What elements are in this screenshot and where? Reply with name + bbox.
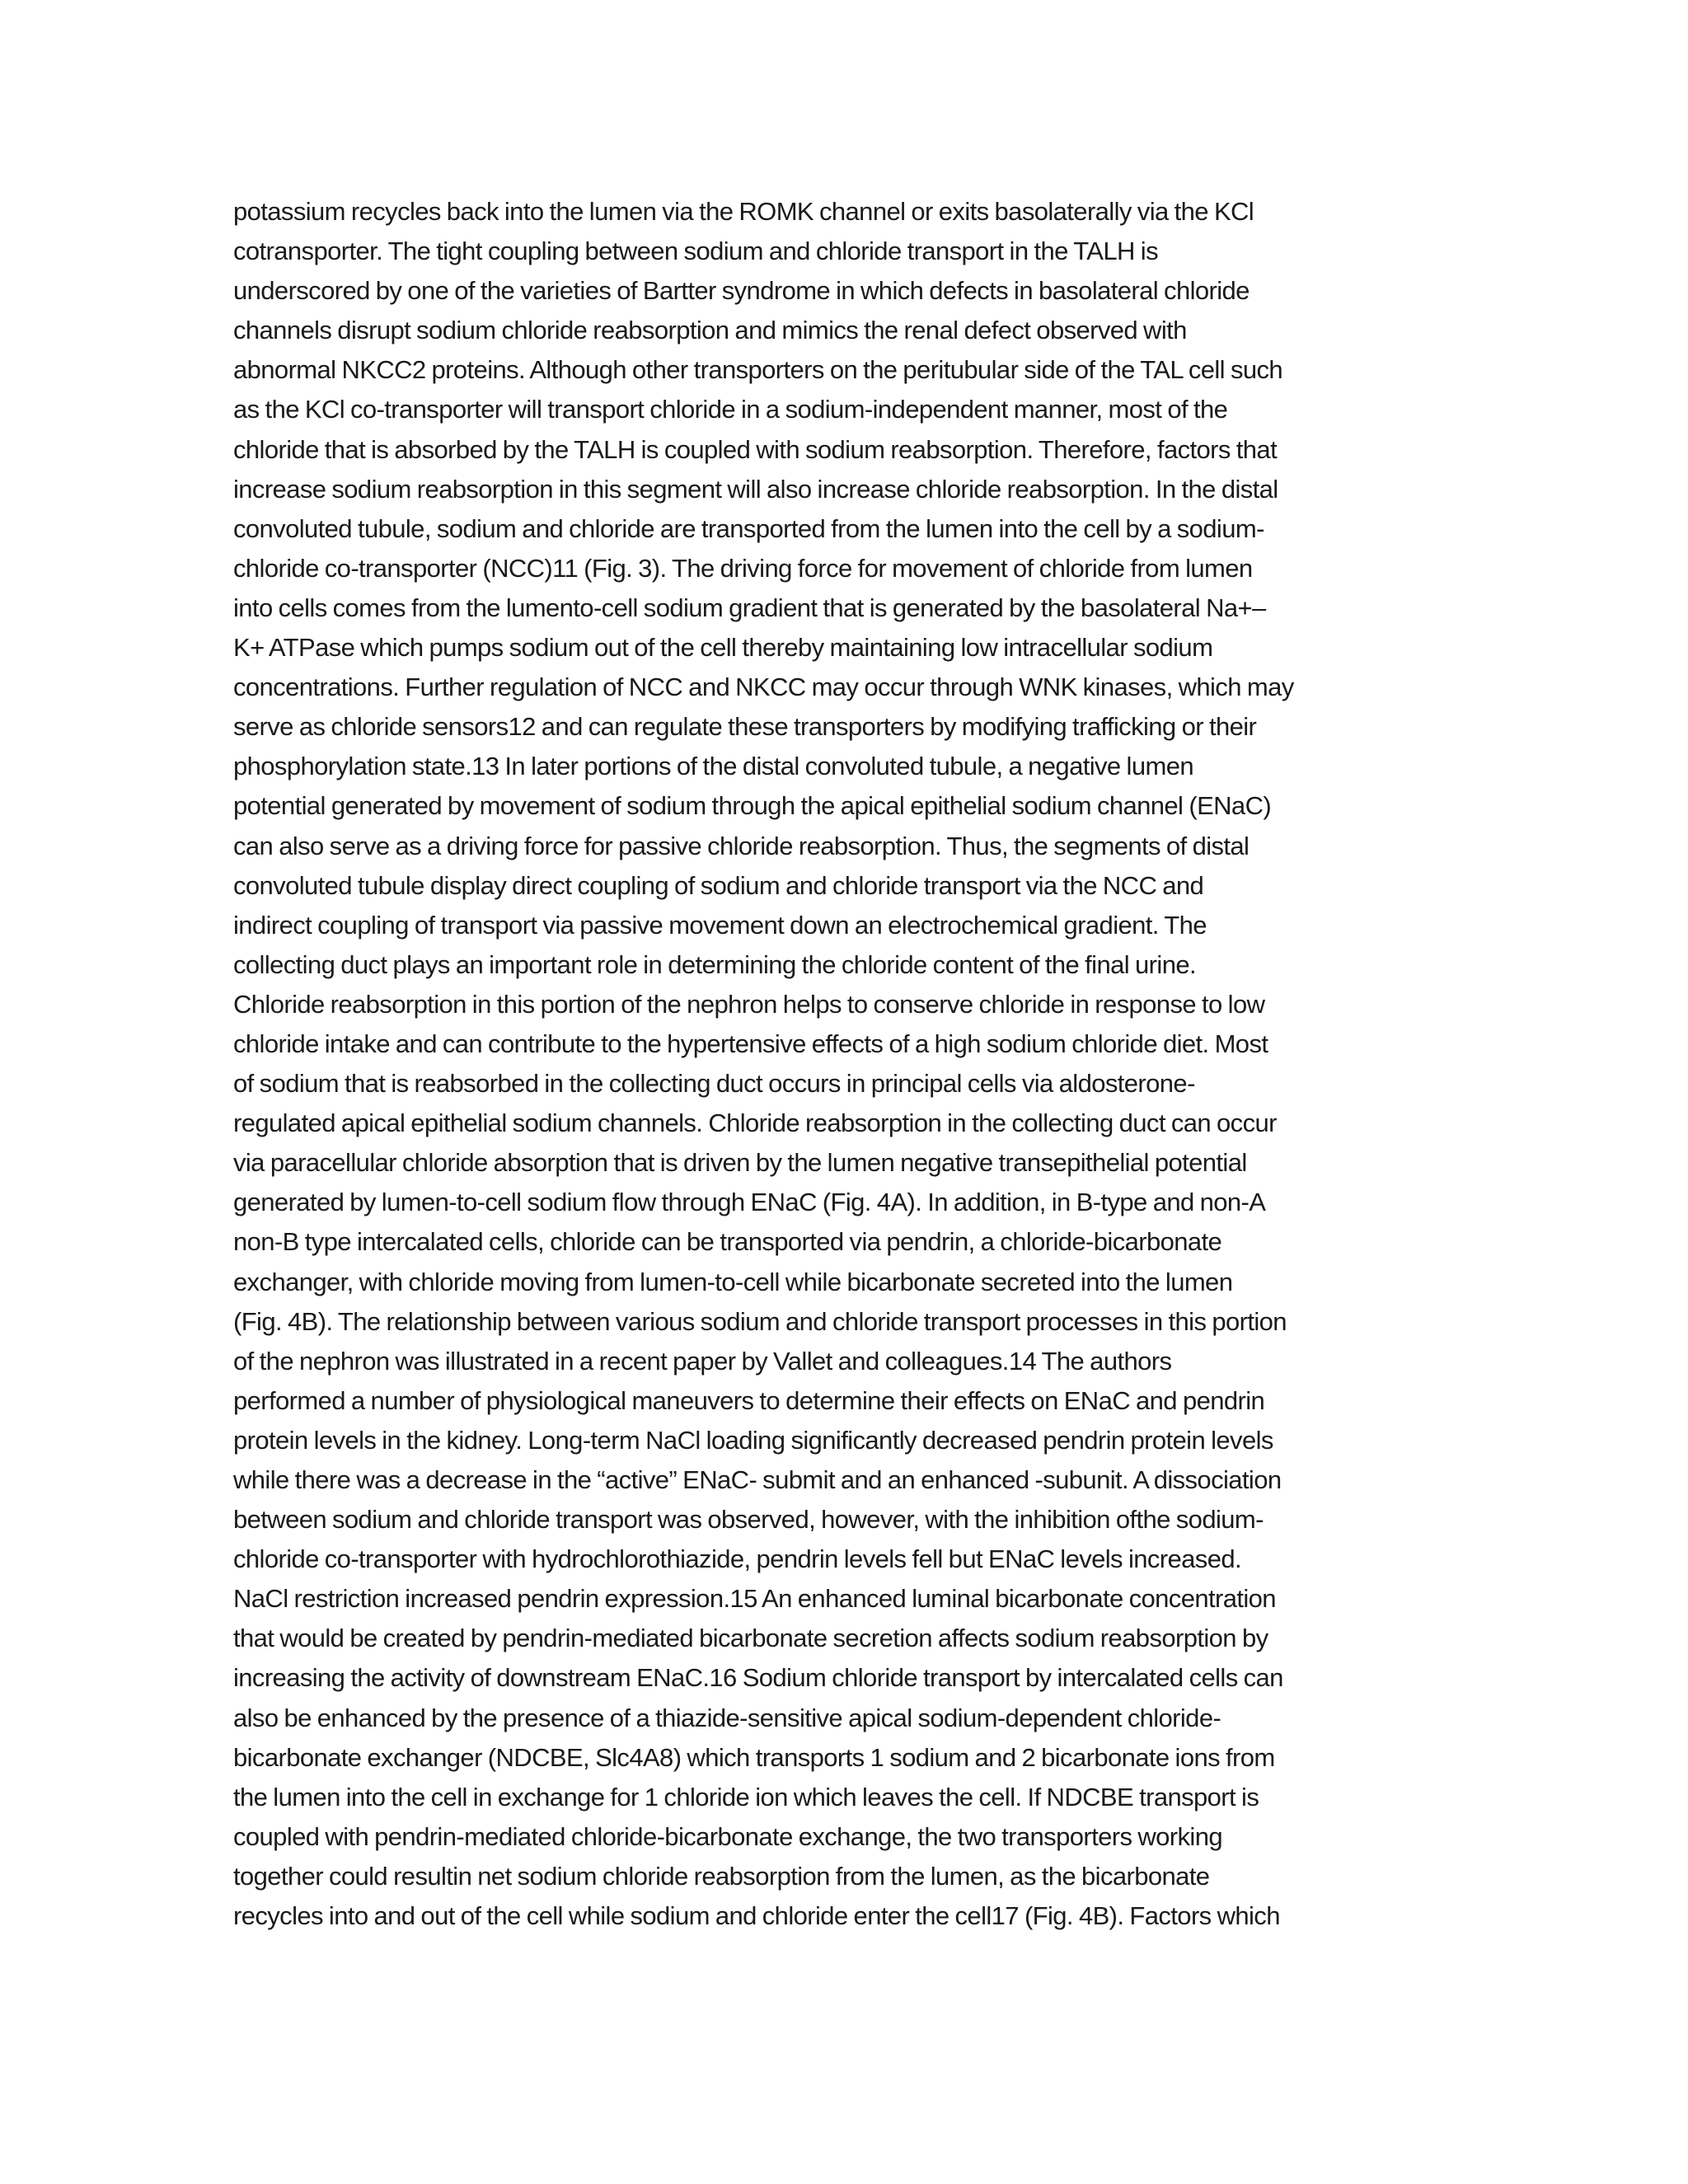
text-line: concentrations. Further regulation of NCC and NKCC may occur through WNK kinases, which may [233, 673, 1294, 702]
text-line: Chloride reabsorption in this portion of the nephron helps to conserve chloride in response to low [233, 989, 1265, 1019]
text-line: that would be created by pendrin-mediated bicarbonate secretion affects sodium reabsorption by [233, 1624, 1268, 1653]
text-line: potential generated by movement of sodium through the apical epithelial sodium channel (ENaC) [233, 791, 1272, 821]
text-line: collecting duct plays an important role in determining the chloride content of the final urine. [233, 949, 1196, 979]
text-line: bicarbonate exchanger (NDCBE, Slc4A8) which transports 1 sodium and 2 bicarbonate ions from [233, 1742, 1275, 1772]
text-line: the lumen into the cell in exchange for 1 chloride ion which leaves the cell. If NDCBE transport is [233, 1782, 1259, 1811]
text-line: as the KCl co-transporter will transport chloride in a sodium-independent manner, most of the [233, 395, 1228, 424]
text-line: channels disrupt sodium chloride reabsorption and mimics the renal defect observed with [233, 316, 1187, 345]
text-line: (Fig. 4B). The relationship between various sodium and chloride transport processes in this portion [233, 1306, 1287, 1336]
text-line: between sodium and chloride transport was observed, however, with the inhibition ofthe sodium- [233, 1505, 1264, 1535]
body-text [233, 192, 1470, 1936]
text-line: of sodium that is reabsorbed in the collecting duct occurs in principal cells via aldosterone- [233, 1069, 1195, 1099]
text-line: K+ ATPase which pumps sodium out of the cell thereby maintaining low intracellular sodium [233, 633, 1213, 663]
text-line: potassium recycles back into the lumen via the ROMK channel or exits basolaterally via the KCl [233, 197, 1254, 226]
text-line: NaCl restriction increased pendrin expression.15 An enhanced luminal bicarbonate concentration [233, 1584, 1276, 1614]
text-line: while there was a decrease in the “active” ENaC- submit and an enhanced -subunit. A dissociation [233, 1465, 1282, 1494]
text-line: can also serve as a driving force for passive chloride reabsorption. Thus, the segments of distal [233, 831, 1250, 860]
text-line: regulated apical epithelial sodium channels. Chloride reabsorption in the collecting duct can occur [233, 1108, 1277, 1138]
text-line: convoluted tubule display direct coupling of sodium and chloride transport via the NCC and [233, 870, 1204, 900]
text-line: also be enhanced by the presence of a thiazide-sensitive apical sodium-dependent chloride- [233, 1703, 1221, 1732]
text-line: convoluted tubule, sodium and chloride are transported from the lumen into the cell by a sodium- [233, 513, 1264, 543]
text-line: coupled with pendrin-mediated chloride-bicarbonate exchange, the two transporters working [233, 1821, 1222, 1851]
text-line: increase sodium reabsorption in this segment will also increase chloride reabsorption. In the distal [233, 474, 1278, 504]
text-line: performed a number of physiological maneuvers to determine their effects on ENaC and pendrin [233, 1385, 1265, 1415]
text-line: exchanger, with chloride moving from lumen-to-cell while bicarbonate secreted into the lumen [233, 1267, 1233, 1296]
text-line: increasing the activity of downstream ENaC.16 Sodium chloride transport by intercalated cells can [233, 1663, 1283, 1693]
text-line: non-B type intercalated cells, chloride can be transported via pendrin, a chloride-bicarbonate [233, 1227, 1222, 1257]
text-line: chloride co-transporter (NCC)11 (Fig. 3). The driving force for movement of chloride from lumen [233, 553, 1253, 583]
text-line: chloride intake and can contribute to the hypertensive effects of a high sodium chloride diet. Most [233, 1029, 1268, 1058]
text-line: underscored by one of the varieties of Bartter syndrome in which defects in basolateral chloride [233, 276, 1250, 306]
text-line: serve as chloride sensors12 and can regulate these transporters by modifying trafficking or their [233, 712, 1257, 742]
text-line: of the nephron was illustrated in a recent paper by Vallet and colleagues.14 The authors [233, 1346, 1172, 1376]
text-line: recycles into and out of the cell while sodium and chloride enter the cell17 (Fig. 4B). Factors which [233, 1901, 1280, 1931]
text-line: indirect coupling of transport via passive movement down an electrochemical gradient. The [233, 910, 1207, 940]
text-line: together could resultin net sodium chloride reabsorption from the lumen, as the bicarbonate [233, 1861, 1210, 1891]
text-line: chloride that is absorbed by the TALH is coupled with sodium reabsorption. Therefore, factors that [233, 434, 1278, 464]
text-line: generated by lumen-to-cell sodium flow through ENaC (Fig. 4A). In addition, in B-type and non-A [233, 1188, 1266, 1217]
text-line: abnormal NKCC2 proteins. Although other transporters on the peritubular side of the TAL cell such [233, 355, 1283, 385]
text-line: protein levels in the kidney. Long-term NaCl loading significantly decreased pendrin protein levels [233, 1425, 1273, 1455]
text-line: chloride co-transporter with hydrochlorothiazide, pendrin levels fell but ENaC levels increased. [233, 1544, 1241, 1574]
text-line: via paracellular chloride absorption that is driven by the lumen negative transepithelial potential [233, 1148, 1247, 1178]
text-line: phosphorylation state.13 In later portions of the distal convoluted tubule, a negative lumen [233, 752, 1193, 781]
text-line: into cells comes from the lumento-cell sodium gradient that is generated by the basolateral Na+– [233, 593, 1266, 622]
text-line: cotransporter. The tight coupling between sodium and chloride transport in the TALH is [233, 237, 1158, 266]
